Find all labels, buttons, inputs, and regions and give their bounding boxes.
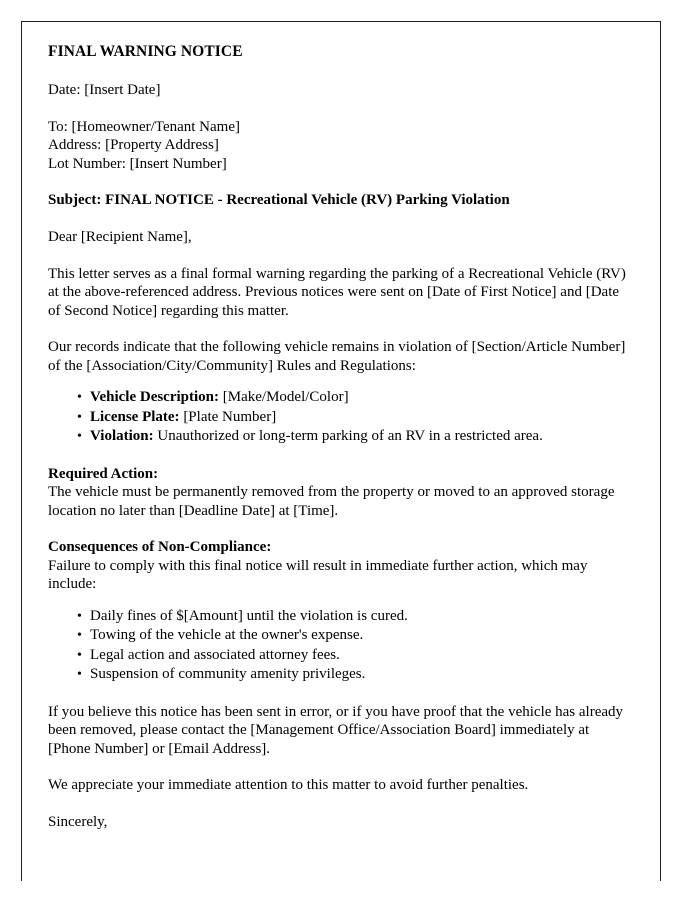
license-plate-value: [Plate Number]: [179, 408, 277, 425]
list-item: [90, 388, 633, 408]
list-item: • Suspension of community amenity privileges.: [90, 665, 633, 685]
vehicle-description-value: [Make/Model/Color]: [219, 389, 349, 405]
spacer: [48, 758, 633, 776]
error-paragraph: If you believe this notice has been sent in error, or if you have proof that the vehicle has already been removed, please contact the [Management Office/Association Board] immediately at [Phone Number] or [Email Address].: [48, 703, 624, 757]
spacer: [48, 173, 633, 191]
consequences-list: [48, 607, 633, 685]
vehicle-description-label: Vehicle Description:: [90, 389, 220, 405]
list-item: • Legal action and associated attorney fees.: [90, 646, 633, 666]
document-body: [48, 42, 633, 831]
recipient-to-line: To: [Homeowner/Tenant Name]: [48, 118, 240, 135]
spacer: [48, 520, 633, 538]
spacer: [48, 375, 633, 388]
violation-value: Unauthorized or long-term parking of an RV in a restricted area.: [153, 428, 543, 444]
list-item: [90, 427, 633, 447]
violation-label: Violation:: [90, 428, 154, 444]
spacer: [48, 247, 633, 265]
list-item: • Daily fines of $[Amount] until the violation is cured.: [90, 607, 633, 627]
consequences-intro: Failure to comply with this final notice will result in immediate further action, which may include:: [48, 557, 588, 592]
list-item: [90, 408, 633, 428]
closing-paragraph: We appreciate your immediate attention to this matter to avoid further penalties.: [48, 777, 529, 793]
list-item: • Towing of the vehicle at the owner's expense.: [90, 626, 633, 646]
spacer: [48, 447, 633, 465]
spacer: [48, 685, 633, 703]
page-title: FINAL WARNING NOTICE: [48, 43, 243, 60]
license-plate-label: License Plate:: [90, 408, 180, 425]
document-page: [21, 21, 661, 881]
spacer: [48, 100, 633, 118]
spacer: [48, 795, 633, 813]
spacer: [48, 594, 633, 607]
sign-off: Sincerely,: [48, 813, 108, 830]
spacer: [48, 62, 633, 81]
intro-paragraph: This letter serves as a final formal warning regarding the parking of a Recreational Vehicle (RV) at the above-referenced address. Previous notices were sent on [Date of First Notice] and [Date of Second Notice] regarding this matter.: [48, 265, 626, 319]
subject-line: Subject: FINAL NOTICE - Recreational Vehicle (RV) Parking Violation: [48, 192, 510, 208]
consequences-heading: Consequences of Non-Compliance:: [48, 539, 272, 555]
salutation: Dear [Recipient Name],: [48, 229, 192, 245]
records-paragraph: Our records indicate that the following vehicle remains in violation of [Section/Article Number] of the [Association/City/Community] Rules and Regulations:: [48, 339, 626, 374]
spacer: [48, 210, 633, 228]
recipient-address-line: Address: [Property Address]: [48, 137, 219, 153]
spacer: [48, 320, 633, 338]
vehicle-details-list: [48, 388, 633, 447]
required-action-body: The vehicle must be permanently removed from the property or moved to an approved storage location no later than [Deadline Date] at [Time].: [48, 484, 615, 519]
date-line: Date: [Insert Date]: [48, 82, 161, 98]
recipient-lot-line: Lot Number: [Insert Number]: [48, 155, 227, 172]
required-action-heading: Required Action:: [48, 465, 159, 482]
